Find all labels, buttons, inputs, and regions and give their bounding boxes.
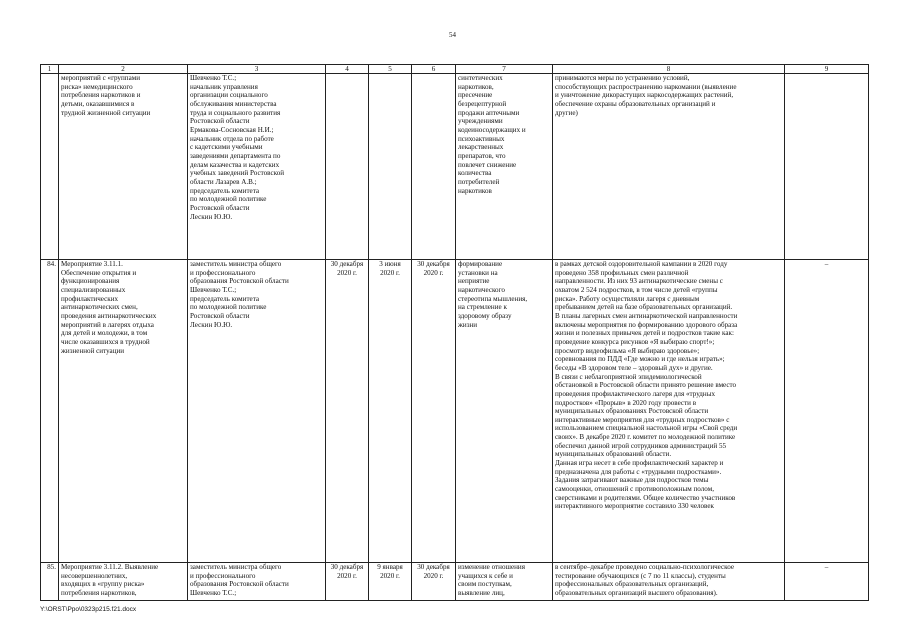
expected-result-cell [456, 74, 553, 260]
text-line: Шевченко Т.С.; [190, 74, 237, 82]
text-line: образования Ростовской области [190, 580, 289, 589]
text-line: начальник управления [190, 82, 258, 91]
text-line: принимаются меры по устранению условий, [555, 74, 690, 82]
end-date-cell [412, 260, 456, 563]
text-line: Ростовской области [190, 203, 250, 212]
text-line: 9 января [377, 563, 403, 571]
text-line: функционирования [61, 277, 120, 286]
text-line: другие) [555, 108, 578, 117]
text-line: неприятие [458, 277, 490, 286]
text-line: своих». В декабре 2020 г. комитет по молодежной политике [555, 433, 736, 442]
text-line: стереотипа мышления, [458, 294, 528, 303]
text-line: жизни [458, 320, 478, 329]
row-number-cell [41, 74, 59, 260]
text-line: Задания затрагивают важные для подростков темы [555, 476, 709, 485]
text-line: подростков» «Прорыв» в 2020 году провести в [555, 398, 697, 407]
text-line: просмотр видеофильма «Я выбираю здоровье»; [555, 346, 700, 355]
text-line: 2020 г. [380, 268, 400, 277]
text-line: обеспечил данной игрой сотрудников администраций 55 [555, 441, 727, 450]
text-line: 2020 г. [423, 571, 444, 580]
text-line: способствующих распространению наркомании (выявление [555, 82, 737, 91]
text-line: охватом 2 524 подростков, в том числе детей «группы [555, 285, 718, 294]
text-line: количества [458, 169, 492, 178]
page-number: 54 [449, 31, 456, 39]
text-line: формирование [458, 260, 503, 268]
responsible-cell [188, 563, 326, 601]
text-line: председатель комитета [190, 294, 260, 303]
table-row-85 [41, 563, 869, 601]
text-line: обслуживания министерства [190, 99, 277, 108]
problems-cell: – [785, 563, 869, 601]
actual-result-cell [553, 563, 785, 601]
column-number: 7 [456, 65, 553, 74]
text-line: несовершеннолетних, [61, 571, 128, 580]
text-line: наркотического [458, 285, 505, 294]
column-number: 1 [41, 65, 59, 74]
column-number: 9 [785, 65, 869, 74]
text-line: и уничтожение дикорастущих наркосодержащих растений, [555, 91, 734, 100]
text-line: 30 декабря [330, 260, 364, 268]
text-line: Обеспечение открытия и [61, 268, 137, 277]
text-line: Шевченко Т.С.; [190, 588, 237, 597]
planned-date-cell [326, 260, 369, 563]
text-line: Ростовской области [190, 311, 250, 320]
text-line: В связи с неблагоприятной эпидемиологической [555, 372, 702, 381]
text-line: потребления наркотиков, [61, 588, 137, 597]
column-number-row [41, 65, 869, 74]
text-line: направленности. Из них 93 антинаркотические смены с [555, 277, 723, 286]
text-line: установки на [458, 268, 498, 277]
text-line: синтетических [458, 74, 503, 82]
text-line: 2020 г. [337, 571, 357, 580]
text-line: мероприятий с «группами [61, 74, 141, 82]
text-line: учащихся к себе и [458, 571, 513, 580]
text-line: Лескин Ю.Ю. [190, 212, 233, 221]
file-path-footer: Y:\ORST\Ppo\0323p215.f21.docx [40, 606, 137, 613]
text-line: председатель комитета [190, 186, 260, 195]
text-line: пребыванием детей на базе образовательных организаций. [555, 303, 733, 312]
text-line: профессиональных образовательных организаций, [555, 580, 709, 589]
text-line: делам казачества и кадетских [190, 160, 280, 169]
text-line: обеспечение охраны образовательных организаций и [555, 99, 716, 108]
text-line: риска». Работу осуществляли лагеря с дневным [555, 294, 700, 303]
text-line: 2020 г. [380, 571, 400, 580]
text-line: в сентябре–декабре проведено социально-психологическое [555, 563, 735, 571]
column-number: 8 [553, 65, 785, 74]
end-date-cell [412, 74, 456, 260]
text-line: 30 декабря [330, 563, 364, 571]
text-line: потребителей [458, 177, 500, 186]
text-line: профилактических [61, 294, 119, 303]
text-line: мероприятий в лагерях отдыха [61, 320, 154, 329]
text-line: изменение отношения [458, 563, 525, 571]
text-line: образования Ростовской области [190, 277, 289, 286]
column-number: 6 [412, 65, 456, 74]
planned-date-cell [326, 563, 369, 601]
text-line: Лескин Ю.Ю. [190, 320, 233, 329]
text-line: образовательных организаций высшего образования). [555, 588, 718, 597]
text-line: заместитель министра общего [190, 563, 282, 571]
column-number: 2 [59, 65, 188, 74]
column-number: 3 [188, 65, 326, 74]
text-line: Данная игра несет в себе профилактический характер и [555, 459, 724, 468]
text-line: учреждениями [458, 117, 503, 126]
row-number-cell: 85. [41, 563, 59, 601]
text-line: муниципальных образованиях Ростовской области [555, 407, 709, 416]
text-line: обстановкой в Ростовской области принято решение вместо [555, 381, 737, 390]
text-line: выявление лиц, [458, 588, 505, 597]
actual-result-cell [553, 260, 785, 563]
text-line: Мероприятие 3.11.1. [61, 260, 123, 268]
text-line: жизненной ситуации [61, 346, 125, 355]
text-line: 30 декабря [417, 563, 450, 571]
text-line: психоактивных [458, 134, 505, 143]
text-line: в рамках детской оздоровительной кампании в 2020 году [555, 260, 728, 268]
text-line: продажи аптечными [458, 108, 520, 117]
problems-cell [785, 74, 869, 260]
text-line: предназначена для работы с «трудными подростками». [555, 467, 722, 476]
text-line: проведения антинаркотических [61, 311, 157, 320]
text-line: наркотиков, [458, 82, 494, 91]
text-line: потребления наркотиков и [61, 91, 141, 100]
text-line: интерактивного мероприятие составило 330 человек [555, 502, 714, 511]
text-line: для детей и молодежи, в том [61, 329, 148, 338]
responsible-cell [188, 260, 326, 563]
column-number: 5 [369, 65, 412, 74]
text-line: повлечет снижение [458, 160, 517, 169]
text-line: 2020 г. [337, 268, 357, 277]
text-line: наркотиков [458, 186, 492, 195]
text-line: Мероприятие 3.11.2. Выявление [61, 563, 159, 571]
text-line: сверстниками и родителями. Общее количество участников [555, 493, 736, 502]
text-line: кодеиносодержащих и [458, 125, 526, 134]
responsible-cell [188, 74, 326, 260]
text-line: пресечение [458, 91, 493, 100]
text-line: жизни и полезных привычек детей и подростков такие как: [555, 329, 734, 338]
text-line: заведениями департамента по [190, 151, 281, 160]
text-line: интерактивные мероприятия для «трудных подростков» с [555, 415, 730, 424]
text-line: тестирование обучающихся (с 7 по 11 классы), студенты [555, 571, 726, 580]
text-line: труда и социального развития [190, 108, 281, 117]
problems-cell: – [785, 260, 869, 563]
text-line: и профессионального [190, 571, 256, 580]
text-line: и профессионального [190, 268, 256, 277]
planned-date-cell [326, 74, 369, 260]
table-row-continued [41, 74, 869, 260]
start-date-cell [369, 563, 412, 601]
text-line: препаратов, что [458, 151, 506, 160]
expected-result-cell [456, 563, 553, 601]
text-line: антинаркотических смен, [61, 303, 138, 312]
text-line: беседы «В здоровом теле – здоровый дух» и другие. [555, 363, 713, 372]
event-name-cell [59, 260, 188, 563]
text-line: 30 декабря [417, 260, 450, 268]
text-line: 2020 г. [423, 268, 444, 277]
text-line: соревнования по ПДД «Где можно и где нельзя играть»; [555, 355, 725, 364]
table-row-84 [41, 260, 869, 563]
text-line: области Лазарев А.В.; [190, 177, 257, 186]
text-line: организации социального [190, 91, 268, 100]
text-line: Шевченко Т.С.; [190, 285, 237, 294]
text-line: риска» немедицинского [61, 82, 133, 91]
text-line: начальник отдела по работе [190, 134, 274, 143]
text-line: специализированных [61, 285, 126, 294]
start-date-cell [369, 260, 412, 563]
text-line: лекарственных [458, 143, 504, 152]
text-line: здоровому образу [458, 311, 512, 320]
text-line: проведения профилактического лагеря для «трудных [555, 389, 716, 398]
actual-result-cell [553, 74, 785, 260]
text-line: Ермакова-Сосновская Н.И.; [190, 125, 274, 134]
text-line: числе оказавшихся в трудной [61, 337, 150, 346]
event-name-cell [59, 74, 188, 260]
text-line: включены мероприятия по формированию здорового образа [555, 320, 738, 329]
row-number-cell: 84. [41, 260, 59, 563]
text-line: безрецептурной [458, 99, 507, 108]
start-date-cell [369, 74, 412, 260]
text-line: использованием специальной настольной игры «Свой среди [555, 424, 738, 433]
text-line: заместитель министра общего [190, 260, 282, 268]
column-number: 4 [326, 65, 369, 74]
text-line: учебных заведений Ростовской [190, 169, 285, 178]
expected-result-cell [456, 260, 553, 563]
program-table [40, 64, 869, 601]
text-line: Ростовской области [190, 117, 250, 126]
text-line: муниципальных образований области. [555, 450, 672, 459]
text-line: проведение конкурса рисунков «Я выбираю спорт!»; [555, 337, 715, 346]
text-line: своим поступкам, [458, 580, 512, 589]
event-name-cell [59, 563, 188, 601]
text-line: 3 июня [379, 260, 401, 268]
text-line: трудной жизненной ситуации [61, 108, 151, 117]
text-line: В планы лагерных смен антинаркотической направленности [555, 311, 738, 320]
text-line: на стремление к [458, 303, 507, 312]
text-line: с кадетскими учебными [190, 143, 263, 152]
text-line: по молодежной политике [190, 195, 267, 204]
text-line: детьми, оказавшимися в [61, 99, 135, 108]
text-line: по молодежной политике [190, 303, 267, 312]
end-date-cell [412, 563, 456, 601]
text-line: самооценки, отношений с противоположным полом, [555, 485, 714, 494]
text-line: проведено 358 профильных смен различной [555, 268, 689, 277]
text-line: входящих в «группу риска» [61, 580, 145, 589]
